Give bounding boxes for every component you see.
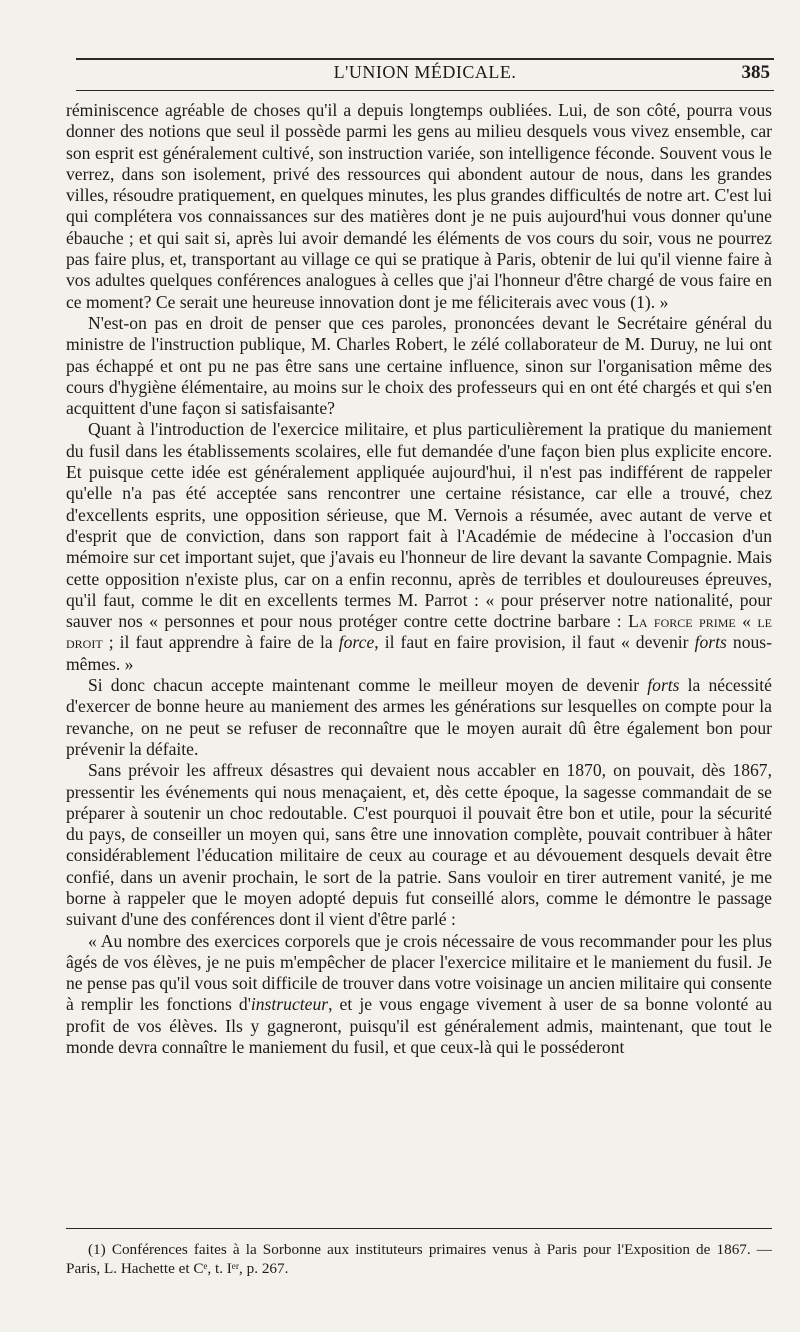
paragraph-3-text-c: ; il faut apprendre à faire de la	[102, 632, 339, 653]
paragraph-4-text-b: la nécessité d'exercer de bonne heure au maniement des armes les générations sur lesquelles on compte pour la revanche, on ne peut se refuser de reconnaître que le moyen aurait dû être également bon pour prévenir la défaite.	[66, 675, 772, 759]
header-rule	[76, 90, 774, 91]
italic-force: force	[338, 632, 375, 653]
footnote: (1) Conférences faites à la Sorbonne aux instituteurs primaires venus à Paris pour l'Exposition de 1867. — Paris, L. Hachette et Cᵉ, t. Iᵉʳ, p. 267.	[66, 1241, 772, 1277]
page-header	[76, 60, 774, 90]
paragraph-5: Sans prévoir les affreux désastres qui devaient nous accabler en 1870, on pouvait, dès 1867, pressentir les événements qui nous menaçaient, et, dès cette époque, la sagesse commandait de se préparer à soutenir un choc redoutable. C'est pourquoi il pouvait être bon et utile, pour la sécurité du pays, de conseiller un moyen qui, sans être une innovation complète, pouvait contribuer à hâter considérablement l'éducation militaire de ceux au courage et au dévouement desquels devait être confié, dans un avenir prochain, le sort de la patrie. Sans vouloir en tirer autrement vanité, je me borne à rappeler que le moyen adopté depuis fut conseillé alors, comme le démontre le passage suivant d'une des conférences dont il vient d'être parlé :	[66, 760, 772, 930]
paragraph-6	[66, 931, 772, 1059]
small-caps-la-force-prime: La force prime	[628, 611, 736, 632]
footnote-rule	[66, 1228, 772, 1229]
paragraph-3-text-d: , il faut en faire provision, il faut « devenir	[374, 632, 695, 653]
italic-forts-2: forts	[647, 675, 680, 696]
paragraph-4-text-a: Si donc chacun accepte maintenant comme le meilleur moyen de devenir	[88, 675, 648, 696]
small-caps-le-droit: le droit	[66, 611, 772, 653]
running-title: L'UNION MÉDICALE.	[333, 62, 517, 82]
paragraph-6-text-a: « Au nombre des exercices corporels que je crois nécessaire de vous recommander pour les plus âgés de vos élèves, je ne puis m'empêcher de placer l'exercice militaire et le maniement du fusil. Je ne pense pas qu'il vous soit difficile de trouver dans votre voisinage un ancien militaire qui consente à remplir les fonctions d'	[66, 930, 772, 1015]
paragraph-6-text-b: , et je vous engage vivement à user de sa bonne volonté au profit de vos élèves. Ils y gagneront, puisqu'il est généralement admis, maintenant, que tout le monde devra connaître le maniement du fusil, et que ceux-là qui le posséderont	[66, 994, 772, 1058]
italic-instructeur: instructeur	[250, 994, 329, 1015]
paragraph-1: réminiscence agréable de choses qu'il a depuis longtemps oubliées. Lui, de son côté, pourra vous donner des notions que seul il possède parmi les gens au milieu desquels vous vivez ensemble, car son esprit est généralement cultivé, son instruction variée, son intelligence féconde. Souvent vous le verrez, dans son isolement, privé des ressources qui abondent autour de nous, dans les grandes villes, résoudre pratiquement, en quelques minutes, les plus grandes difficultés de notre art. C'est lui qui complétera vos connaissances sur des matières dont je ne puis aujourd'hui vous donner qu'une ébauche ; et qui sait si, après lui avoir demandé les éléments de vos cours du soir, vous ne pourrez pas faire plus, et, transportant au village ce qui se pratique à Paris, obtenir de lui qu'il vienne faire à vos adultes quelques conférences analogues à celles que j'ai l'honneur d'être chargé de vous faire en ce moment? Ce serait une heureuse innovation dont je me féliciterais avec vous (1). »	[66, 100, 772, 312]
paragraph-3-text-b: «	[735, 611, 758, 632]
paragraph-3-text-a: Quant à l'introduction de l'exercice militaire, et plus particulièrement la pratique du maniement du fusil dans les établissements scolaires, elle fut demandée d'une façon bien plus explicite encore. Et puisque cette idée est généralement appliquée aujourd'hui, il n'est pas indifférent de rappeler qu'elle n'a pas été acceptée sans rencontrer une certaine résistance, car elle a trouvé, chez d'excellents esprits, une opposition sérieuse, que M. Vernois a résumée, avec autant de verve et d'esprit que de conviction, dans son rapport fait à l'Académie de médecine à l'occasion d'un mémoire sur cet important sujet, que j'avais eu l'honneur de lire devant la savante Compagnie. Mais cette opposition n'existe plus, car on a enfin reconnu, après de terribles et douloureuses épreuves, qu'il faut, comme le dit en excellents termes M. Parrot : « pour préserver notre nationalité, pour sauver nos « personnes et pour nous protéger contre cette doctrine barbare :	[66, 419, 772, 632]
page-number: 385	[741, 62, 770, 83]
paragraph-2: N'est-on pas en droit de penser que ces paroles, prononcées devant le Secrétaire général du ministre de l'instruction publique, M. Charles Robert, le zélé collaborateur de M. Duruy, ne lui ont pas échappé et ont pu ne pas être sans une certaine influence, sinon sur l'organisation même des cours d'hygiène élémentaire, au moins sur le choix des professeurs qui en ont été chargés et qui s'en acquittent d'une façon si satisfaisante?	[66, 312, 772, 419]
paragraph-4	[66, 675, 772, 760]
paragraph-3	[66, 419, 772, 675]
main-text	[66, 100, 772, 1058]
italic-forts: forts	[694, 632, 727, 653]
paragraph-3-text-e: nous-mêmes. »	[66, 632, 772, 674]
